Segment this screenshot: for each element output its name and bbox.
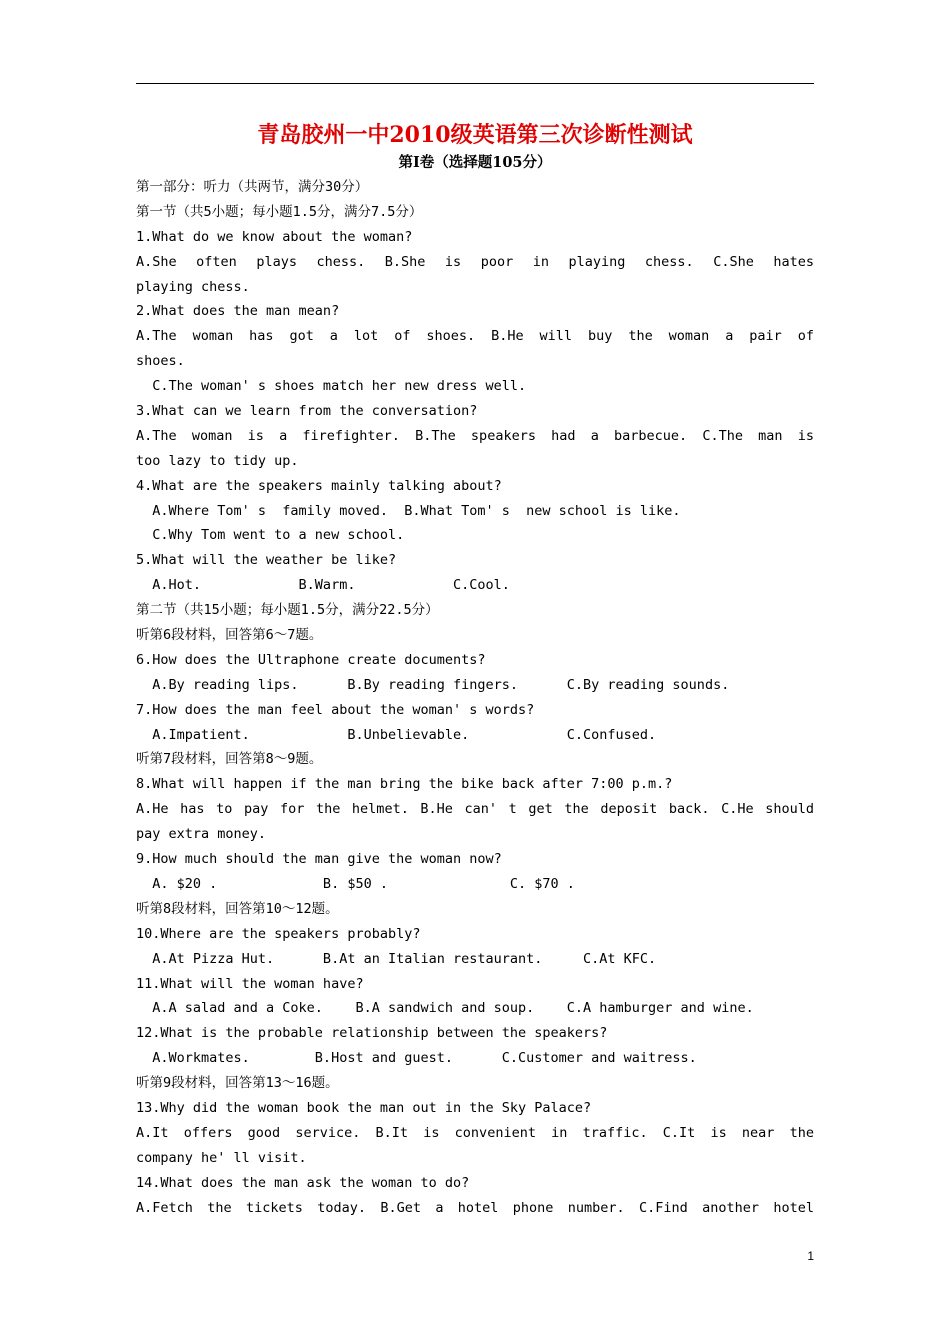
text-line: 7.How does the man feel about the woman' s words? xyxy=(136,701,535,718)
page-number: 1 xyxy=(807,1249,814,1263)
text-line: 14.What does the man ask the woman to do? xyxy=(136,1174,470,1191)
text-line: A.A salad and a Coke. B.A sandwich and soup. C.A hamburger and wine. xyxy=(136,1000,754,1017)
text-line: 10.Where are the speakers probably? xyxy=(136,925,421,942)
section-subtitle: 第Ⅰ卷（选择题105分） xyxy=(398,154,552,171)
text-line: A.Fetch the tickets today. B.Get a hotel phone number. C.Find another hotel xyxy=(136,1199,814,1216)
text-line: shoes. xyxy=(136,353,185,370)
text-line: 听第8段材料，回答第10～12题。 xyxy=(136,900,339,917)
text-line: 6.How does the Ultraphone create documents? xyxy=(136,651,486,668)
text-line: 13.Why did the woman book the man out in the Sky Palace? xyxy=(136,1099,592,1116)
text-line: A.He has to pay for the helmet. B.He can' t get the deposit back. C.He should xyxy=(136,801,814,818)
text-line: A.At Pizza Hut. B.At an Italian restaurant. C.At KFC. xyxy=(136,950,657,967)
text-line: playing chess. xyxy=(136,278,250,295)
text-line: 11.What will the woman have? xyxy=(136,975,364,992)
text-line: 第一节（共5小题；每小题1.5分，满分7.5分） xyxy=(136,203,423,220)
text-line: A.Workmates. B.Host and guest. C.Customer and waitress. xyxy=(136,1050,697,1067)
text-line: A.The woman is a firefighter. B.The speakers had a barbecue. C.The man is xyxy=(136,427,814,444)
text-line: 9.How much should the man give the woman now? xyxy=(136,851,502,868)
text-line: C.The woman' s shoes match her new dress well. xyxy=(136,378,527,395)
text-line: pay extra money. xyxy=(136,826,267,843)
text-line: A.She often plays chess. B.She is poor in playing chess. C.She hates xyxy=(136,253,814,270)
text-line: A.Where Tom' s family moved. B.What Tom' s new school is like. xyxy=(136,502,681,519)
page-title: 青岛胶州一中2010级英语第三次诊断性测试 xyxy=(257,122,693,148)
text-line: 12.What is the probable relationship between the speakers? xyxy=(136,1025,608,1042)
text-line: 听第7段材料，回答第8～9题。 xyxy=(136,751,323,768)
text-line: 1.What do we know about the woman? xyxy=(136,228,413,245)
text-line: 5.What will the weather be like? xyxy=(136,552,397,569)
text-line: 2.What does the man mean? xyxy=(136,303,340,320)
text-line: A. $20 . B. $50 . C. $70 . xyxy=(136,875,575,892)
text-line: 8.What will happen if the man bring the bike back after 7:00 p.m.? xyxy=(136,776,673,793)
header-rule xyxy=(136,83,814,84)
text-line: A.By reading lips. B.By reading fingers. C.By reading sounds. xyxy=(136,676,730,693)
text-line: A.Impatient. B.Unbelievable. C.Confused. xyxy=(136,726,657,743)
text-line: 第一部分：听力（共两节，满分30分） xyxy=(136,179,369,195)
text-line: too lazy to tidy up. xyxy=(136,452,299,469)
text-line: A.Hot. B.Warm. C.Cool. xyxy=(136,577,510,594)
text-line: 第二节（共15小题；每小题1.5分，满分22.5分） xyxy=(136,602,439,619)
document-body xyxy=(136,175,814,1220)
text-line: 3.What can we learn from the conversation? xyxy=(136,403,478,420)
text-line: 4.What are the speakers mainly talking about? xyxy=(136,477,502,494)
text-line: A.The woman has got a lot of shoes. B.He will buy the woman a pair of xyxy=(136,328,814,345)
text-line: company he' ll visit. xyxy=(136,1149,307,1166)
text-line: 听第9段材料，回答第13～16题。 xyxy=(136,1075,339,1092)
text-line: 听第6段材料，回答第6～7题。 xyxy=(136,627,323,644)
text-line: C.Why Tom went to a new school. xyxy=(136,527,405,544)
text-line: A.It offers good service. B.It is convenient in traffic. C.It is near the xyxy=(136,1124,814,1141)
